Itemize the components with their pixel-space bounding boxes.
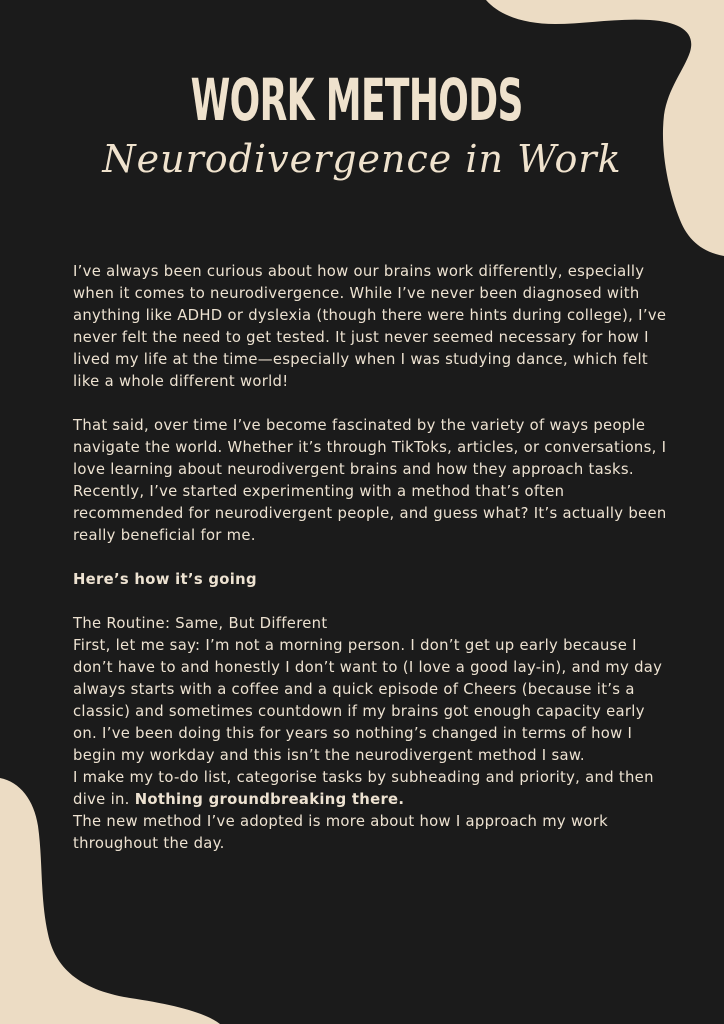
second-paragraph: That said, over time I’ve become fascinated by the variety of ways people navigate the world. Whether it’s through TikToks, articles, or conversations, I love learning about neurodivergent brains and how they approach tasks. Recently, I’ve started experimenting with a method that’s often recommended for neurodivergent people, and guess what? It’s actually been really beneficial for me. bbox=[73, 417, 667, 544]
routine-paragraph: First, let me say: I’m not a morning person. I don’t get up early because I don’t have to and honestly I don’t want to (I love a good lay-in), and my day always starts with a coffee and a quick episode of Cheers (because it’s a classic) and sometimes countdown if my brains got enough capacity early on. I’ve been doing this for years so nothing’s changed in terms of how I begin my workday and this isn’t the neurodivergent method I saw. bbox=[73, 637, 663, 764]
page-subtitle: Neurodivergence in Work bbox=[102, 137, 622, 181]
section-heading: Here’s how it’s going bbox=[73, 571, 257, 588]
page-title: WORK METHODS bbox=[190, 66, 523, 134]
todo-emphasis: Nothing groundbreaking there. bbox=[134, 791, 405, 808]
intro-paragraph: I’ve always been curious about how our brains work differently, especially when it comes to neurodivergence. While I’ve never been diagnosed with anything like ADHD or dyslexia (though there were hints during college), I’ve never felt the need to get tested. It just never seemed necessary for how I lived my life at the time—especially when I was studying dance, which felt like a whole different world! bbox=[73, 263, 667, 390]
article-body bbox=[73, 261, 673, 855]
todo-paragraph bbox=[73, 767, 673, 811]
todo-text: I make my to-do list, categorise tasks by subheading and priority, and then dive in. bbox=[73, 769, 654, 808]
routine-title: The Routine: Same, But Different bbox=[73, 615, 328, 632]
closing-paragraph: The new method I’ve adopted is more about how I approach my work throughout the day. bbox=[73, 813, 608, 852]
